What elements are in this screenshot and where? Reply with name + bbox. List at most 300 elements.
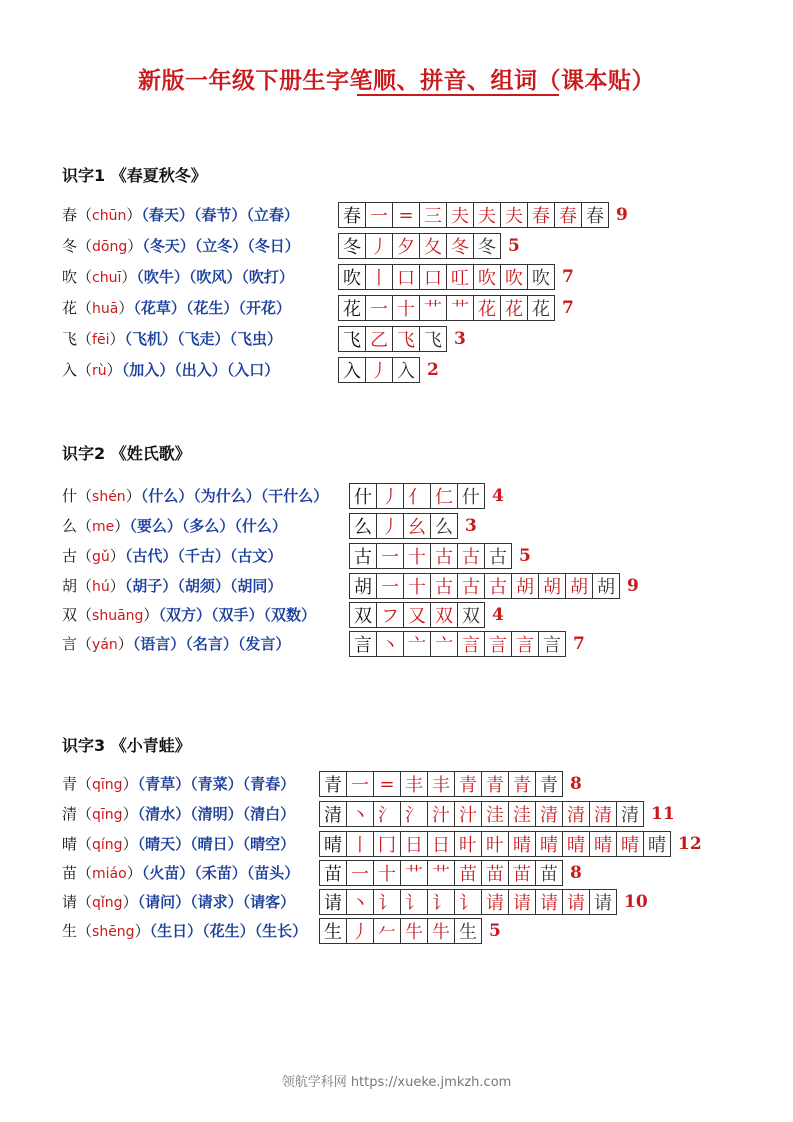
stroke-count: 4 — [492, 605, 504, 625]
stroke-cell: 日 — [427, 831, 455, 857]
character-info: 双（shuāng）（双方）（双手）（双数） — [62, 606, 316, 624]
stroke-cell: 夂 — [419, 233, 447, 259]
stroke-cell: 花 — [473, 295, 501, 321]
stroke-cell: 丰 — [427, 771, 455, 797]
word: （干什么） — [260, 487, 329, 505]
character-info: 么（me）（要么）（多么）（什么） — [62, 517, 287, 535]
stroke-count: 5 — [508, 236, 520, 256]
word: （青春） — [242, 775, 296, 793]
character-row — [62, 357, 782, 383]
stroke-cell: 春 — [527, 202, 555, 228]
character: 飞 — [62, 330, 78, 348]
stroke-cell: 晴 — [643, 831, 671, 857]
stroke-cell: 讠 — [427, 889, 455, 915]
stroke-grid — [338, 357, 439, 383]
stroke-cell: 汁 — [454, 801, 482, 827]
stroke-grid — [319, 831, 702, 857]
word: （飞虫） — [229, 330, 283, 348]
word: （请客） — [242, 893, 296, 911]
word: （晴空） — [242, 835, 296, 853]
stroke-cell: 晴 — [616, 831, 644, 857]
character: 苗 — [62, 864, 78, 882]
stroke-cell: 口 — [419, 264, 447, 290]
stroke-cell-character: 苗 — [319, 860, 347, 886]
stroke-cell: 古 — [484, 573, 512, 599]
stroke-cell: 丶 — [346, 889, 374, 915]
word: （双手） — [210, 606, 264, 624]
stroke-cell-character: 古 — [349, 543, 377, 569]
stroke-cell: 言 — [484, 631, 512, 657]
stroke-cell: 夫 — [500, 202, 528, 228]
word: （立春） — [246, 206, 299, 224]
character-info: 吹（chuī）（吹牛）（吹风）（吹打） — [62, 268, 294, 286]
stroke-cell: 古 — [484, 543, 512, 569]
stroke-cell: 胡 — [592, 573, 620, 599]
character-info: 春（chūn）（春天）（春节）（立春） — [62, 206, 299, 224]
character: 胡 — [62, 577, 78, 595]
stroke-cell: 青 — [535, 771, 563, 797]
character-row — [62, 326, 782, 352]
stroke-cell: 飞 — [392, 326, 420, 352]
stroke-cell: 丨 — [346, 831, 374, 857]
stroke-cell: 生 — [454, 918, 482, 944]
stroke-grid — [349, 602, 504, 628]
pinyin: shēng — [92, 924, 135, 940]
character-info: 清（qīng）（清水）（清明）（清白） — [62, 805, 296, 823]
character: 入 — [62, 361, 78, 379]
stroke-cell-character: 什 — [349, 483, 377, 509]
stroke-cell: 苗 — [454, 860, 482, 886]
stroke-cell: 双 — [457, 602, 485, 628]
stroke-cell: フ — [376, 602, 404, 628]
character-row — [62, 513, 782, 539]
word: （花生） — [202, 922, 255, 940]
pinyin: qǐng — [92, 895, 123, 911]
pinyin: rù — [92, 363, 107, 379]
stroke-cell: 丿 — [376, 483, 404, 509]
stroke-cell: 古 — [430, 543, 458, 569]
word: （冬天） — [142, 237, 195, 255]
stroke-cell: 十 — [403, 543, 431, 569]
stroke-cell: 胡 — [565, 573, 593, 599]
stroke-cell: 一 — [376, 543, 404, 569]
pinyin: huā — [92, 301, 119, 317]
word: （火苗） — [141, 864, 195, 882]
character: 么 — [62, 517, 78, 535]
character-info: 花（huā）（花草）（花生）（开花） — [62, 299, 291, 317]
word: （晴日） — [190, 835, 243, 853]
stroke-cell: 讠 — [373, 889, 401, 915]
character-info: 青（qīng）（青草）（青菜）（青春） — [62, 775, 296, 793]
word: （为什么） — [193, 487, 261, 505]
word: （名言） — [185, 635, 238, 653]
stroke-cell-character: 胡 — [349, 573, 377, 599]
character-info: 飞（fēi）（飞机）（飞走）（飞虫） — [62, 330, 283, 348]
stroke-cell: 亠 — [403, 631, 431, 657]
stroke-grid — [349, 573, 639, 599]
stroke-cell: = — [373, 771, 401, 797]
stroke-cell: 十 — [373, 860, 401, 886]
stroke-grid — [338, 202, 628, 228]
stroke-cell: 请 — [589, 889, 617, 915]
stroke-cell: 旪 — [481, 831, 509, 857]
character-row — [62, 771, 782, 797]
stroke-cell-character: 春 — [338, 202, 366, 228]
word: （花草） — [133, 299, 186, 317]
word: （开花） — [238, 299, 291, 317]
character-row — [62, 573, 782, 599]
stroke-cell: 青 — [481, 771, 509, 797]
stroke-cell: 请 — [535, 889, 563, 915]
word: （什么） — [234, 517, 287, 535]
character-info: 什（shén）（什么）（为什么）（干什么） — [62, 487, 329, 505]
character: 双 — [62, 606, 78, 624]
stroke-cell-character: 花 — [338, 295, 366, 321]
stroke-cell: 胡 — [511, 573, 539, 599]
stroke-cell: 花 — [527, 295, 555, 321]
stroke-cell-character: 冬 — [338, 233, 366, 259]
stroke-count: 9 — [627, 576, 639, 596]
stroke-grid — [319, 771, 582, 797]
word: （吹打） — [241, 268, 294, 286]
page-title: 新版一年级下册生字笔顺、拼音、组词（课本贴） — [138, 67, 655, 94]
stroke-grid — [338, 295, 574, 321]
word: （生长） — [254, 922, 308, 940]
stroke-cell: 晴 — [589, 831, 617, 857]
stroke-cell: 言 — [511, 631, 539, 657]
pinyin: gǔ — [92, 549, 110, 565]
word: （入口） — [226, 361, 280, 379]
character-info: 请（qǐng）（请问）（请求）（请客） — [62, 893, 296, 911]
title-underline — [357, 94, 559, 96]
stroke-cell: 古 — [457, 543, 485, 569]
stroke-cell: 汁 — [427, 801, 455, 827]
stroke-cell: 双 — [430, 602, 458, 628]
stroke-cell: 青 — [508, 771, 536, 797]
stroke-cell: 牛 — [400, 918, 428, 944]
character-row — [62, 233, 782, 259]
pinyin: miáo — [92, 866, 127, 882]
stroke-cell: 艹 — [446, 295, 474, 321]
stroke-cell: 冬 — [473, 233, 501, 259]
stroke-cell: 十 — [403, 573, 431, 599]
stroke-cell: 日 — [400, 831, 428, 857]
footer: 领航学科网 https://xueke.jmkzh.com — [281, 1075, 512, 1090]
stroke-cell: 一 — [376, 573, 404, 599]
stroke-cell: 一 — [365, 202, 393, 228]
word: （飞走） — [177, 330, 230, 348]
word: （吹风） — [188, 268, 242, 286]
pinyin: me — [92, 519, 115, 535]
stroke-cell: 请 — [562, 889, 590, 915]
stroke-cell: 亠 — [430, 631, 458, 657]
word: （禾苗） — [194, 864, 247, 882]
stroke-cell: 幺 — [403, 513, 431, 539]
stroke-cell: 𠂉 — [373, 918, 401, 944]
stroke-cell: 一 — [346, 860, 374, 886]
pinyin: shuāng — [92, 608, 144, 624]
stroke-count: 2 — [427, 360, 439, 380]
stroke-count: 7 — [573, 634, 585, 654]
character-info: 古（gǔ）（古代）（千古）（古文） — [62, 547, 283, 565]
stroke-cell: 丿 — [346, 918, 374, 944]
stroke-cell: 牛 — [427, 918, 455, 944]
stroke-cell: 请 — [508, 889, 536, 915]
stroke-cell: 丿 — [365, 357, 393, 383]
stroke-cell-character: 双 — [349, 602, 377, 628]
stroke-cell: 丿 — [376, 513, 404, 539]
character: 言 — [62, 635, 78, 653]
stroke-cell: 什 — [457, 483, 485, 509]
stroke-cell: 请 — [481, 889, 509, 915]
word: （语言） — [132, 635, 186, 653]
stroke-cell-character: 吹 — [338, 264, 366, 290]
section-title: 识字1 《春夏秋冬》 — [62, 166, 207, 185]
word: （要么） — [129, 517, 182, 535]
stroke-cell: 丿 — [365, 233, 393, 259]
stroke-grid — [349, 543, 531, 569]
stroke-cell: 古 — [457, 573, 485, 599]
stroke-count: 10 — [624, 892, 648, 912]
word: （古文） — [229, 547, 283, 565]
pinyin: qíng — [92, 837, 123, 853]
stroke-cell-character: 生 — [319, 918, 347, 944]
stroke-count: 3 — [465, 516, 477, 536]
word: （千古） — [177, 547, 230, 565]
word: （晴天） — [137, 835, 191, 853]
section-title: 识字2 《姓氏歌》 — [62, 444, 191, 463]
pinyin: dōng — [92, 239, 128, 255]
stroke-cell: 洼 — [508, 801, 536, 827]
character: 晴 — [62, 835, 78, 853]
stroke-count: 5 — [489, 921, 501, 941]
stroke-count: 8 — [570, 863, 582, 883]
stroke-cell: 吹 — [500, 264, 528, 290]
character-info: 苗（miáo）（火苗）（禾苗）（苗头） — [62, 864, 300, 882]
stroke-cell: 艹 — [400, 860, 428, 886]
stroke-grid — [349, 631, 585, 657]
stroke-count: 3 — [454, 329, 466, 349]
stroke-cell-character: 么 — [349, 513, 377, 539]
stroke-cell: 又 — [403, 602, 431, 628]
pinyin: qīng — [92, 807, 123, 823]
stroke-cell: 一 — [346, 771, 374, 797]
word: （请问） — [137, 893, 191, 911]
word: （立冬） — [194, 237, 248, 255]
stroke-count: 7 — [562, 267, 574, 287]
character: 春 — [62, 206, 78, 224]
stroke-cell: 讠 — [454, 889, 482, 915]
stroke-cell: 言 — [457, 631, 485, 657]
stroke-cell: 清 — [562, 801, 590, 827]
stroke-cell: 三 — [419, 202, 447, 228]
stroke-grid — [338, 264, 574, 290]
stroke-cell: 古 — [430, 573, 458, 599]
stroke-cell: 洼 — [481, 801, 509, 827]
word: （什么） — [140, 487, 194, 505]
character-row — [62, 483, 782, 509]
stroke-cell-character: 言 — [349, 631, 377, 657]
stroke-cell: 晴 — [562, 831, 590, 857]
stroke-count: 8 — [570, 774, 582, 794]
word: （古代） — [124, 547, 178, 565]
stroke-count: 7 — [562, 298, 574, 318]
stroke-cell: 艹 — [419, 295, 447, 321]
stroke-cell: 入 — [392, 357, 420, 383]
word: （多么） — [181, 517, 235, 535]
stroke-cell: 仁 — [430, 483, 458, 509]
stroke-cell: 飞 — [419, 326, 447, 352]
stroke-count: 12 — [678, 834, 702, 854]
character-info: 言（yán）（语言）（名言）（发言） — [62, 635, 291, 653]
stroke-cell: 么 — [430, 513, 458, 539]
character-row — [62, 631, 782, 657]
character-row — [62, 543, 782, 569]
stroke-cell: 春 — [554, 202, 582, 228]
word: （春天） — [141, 206, 194, 224]
stroke-cell: 晴 — [535, 831, 563, 857]
character-info: 入（rù）（加入）（出入）（入口） — [62, 361, 280, 379]
word: （苗头） — [246, 864, 300, 882]
character-info: 冬（dōng）（冬天）（立冬）（冬日） — [62, 237, 300, 255]
stroke-cell: 丶 — [346, 801, 374, 827]
stroke-cell: 清 — [589, 801, 617, 827]
word: （生日） — [149, 922, 203, 940]
character-row — [62, 918, 782, 944]
stroke-grid — [349, 513, 477, 539]
character: 清 — [62, 805, 78, 823]
character-row — [62, 831, 782, 857]
stroke-cell-character: 清 — [319, 801, 347, 827]
character-row — [62, 202, 782, 228]
stroke-cell: 讠 — [400, 889, 428, 915]
stroke-count: 9 — [616, 205, 628, 225]
word: （春节） — [193, 206, 247, 224]
stroke-cell: 言 — [538, 631, 566, 657]
word: （双数） — [263, 606, 316, 624]
word: （发言） — [237, 635, 291, 653]
stroke-cell: 冬 — [446, 233, 474, 259]
stroke-cell-character: 入 — [338, 357, 366, 383]
stroke-cell: 十 — [392, 295, 420, 321]
character-info: 生（shēng）（生日）（花生）（生长） — [62, 922, 308, 940]
stroke-grid — [338, 326, 466, 352]
stroke-cell: 花 — [500, 295, 528, 321]
stroke-grid — [319, 860, 582, 886]
stroke-grid — [319, 801, 675, 827]
pinyin: shén — [92, 489, 126, 505]
stroke-cell: 胡 — [538, 573, 566, 599]
word: （清水） — [137, 805, 191, 823]
word: （双方） — [158, 606, 211, 624]
stroke-cell: 一 — [365, 295, 393, 321]
pinyin: hú — [92, 579, 110, 595]
stroke-cell: 乙 — [365, 326, 393, 352]
stroke-cell: 叿 — [446, 264, 474, 290]
section-title: 识字3 《小青蛙》 — [62, 736, 191, 755]
character: 花 — [62, 299, 78, 317]
character: 古 — [62, 547, 78, 565]
word: （清白） — [242, 805, 296, 823]
word: （请求） — [190, 893, 243, 911]
stroke-cell: 苗 — [508, 860, 536, 886]
stroke-cell: 青 — [454, 771, 482, 797]
stroke-cell: 夫 — [473, 202, 501, 228]
word: （胡子） — [124, 577, 178, 595]
character-row — [62, 264, 782, 290]
character: 青 — [62, 775, 78, 793]
character: 生 — [62, 922, 78, 940]
word: （冬日） — [247, 237, 300, 255]
pinyin: fēi — [92, 332, 110, 348]
character-row — [62, 295, 782, 321]
stroke-cell: 丨 — [365, 264, 393, 290]
stroke-cell: 口 — [392, 264, 420, 290]
stroke-cell: 氵 — [373, 801, 401, 827]
character-row — [62, 801, 782, 827]
stroke-cell-character: 晴 — [319, 831, 347, 857]
stroke-cell: 艹 — [427, 860, 455, 886]
stroke-grid — [349, 483, 504, 509]
stroke-cell: 氵 — [400, 801, 428, 827]
word: （飞机） — [124, 330, 177, 348]
word: （吹牛） — [136, 268, 189, 286]
word: （出入） — [174, 361, 227, 379]
stroke-cell: 苗 — [535, 860, 563, 886]
stroke-count: 5 — [519, 546, 531, 566]
character-row — [62, 602, 782, 628]
character: 冬 — [62, 237, 78, 255]
stroke-cell: 吹 — [473, 264, 501, 290]
word: （青菜） — [190, 775, 243, 793]
stroke-cell: 冂 — [373, 831, 401, 857]
stroke-grid — [319, 918, 501, 944]
stroke-cell-character: 青 — [319, 771, 347, 797]
stroke-cell: 旪 — [454, 831, 482, 857]
character-row — [62, 889, 782, 915]
word: （花生） — [185, 299, 239, 317]
character: 吹 — [62, 268, 78, 286]
stroke-grid — [319, 889, 648, 915]
pinyin: qīng — [92, 777, 123, 793]
stroke-cell-character: 请 — [319, 889, 347, 915]
stroke-cell: 清 — [616, 801, 644, 827]
stroke-cell: 晴 — [508, 831, 536, 857]
stroke-cell: 清 — [535, 801, 563, 827]
stroke-cell: 夕 — [392, 233, 420, 259]
character-row — [62, 860, 782, 886]
stroke-cell-character: 飞 — [338, 326, 366, 352]
stroke-cell: = — [392, 202, 420, 228]
stroke-count: 4 — [492, 486, 504, 506]
word: （加入） — [121, 361, 175, 379]
stroke-cell: 吹 — [527, 264, 555, 290]
stroke-count: 11 — [651, 804, 675, 824]
word: （胡须） — [177, 577, 230, 595]
character-info: 胡（hú）（胡子）（胡须）（胡同） — [62, 577, 283, 595]
word: （青草） — [137, 775, 191, 793]
stroke-cell: 丶 — [376, 631, 404, 657]
character: 请 — [62, 893, 78, 911]
character: 什 — [62, 487, 78, 505]
character-info: 晴（qíng）（晴天）（晴日）（晴空） — [62, 835, 296, 853]
stroke-cell: 夫 — [446, 202, 474, 228]
pinyin: chuī — [92, 270, 122, 286]
stroke-cell: 春 — [581, 202, 609, 228]
word: （胡同） — [229, 577, 283, 595]
stroke-grid — [338, 233, 520, 259]
pinyin: yán — [92, 637, 118, 653]
